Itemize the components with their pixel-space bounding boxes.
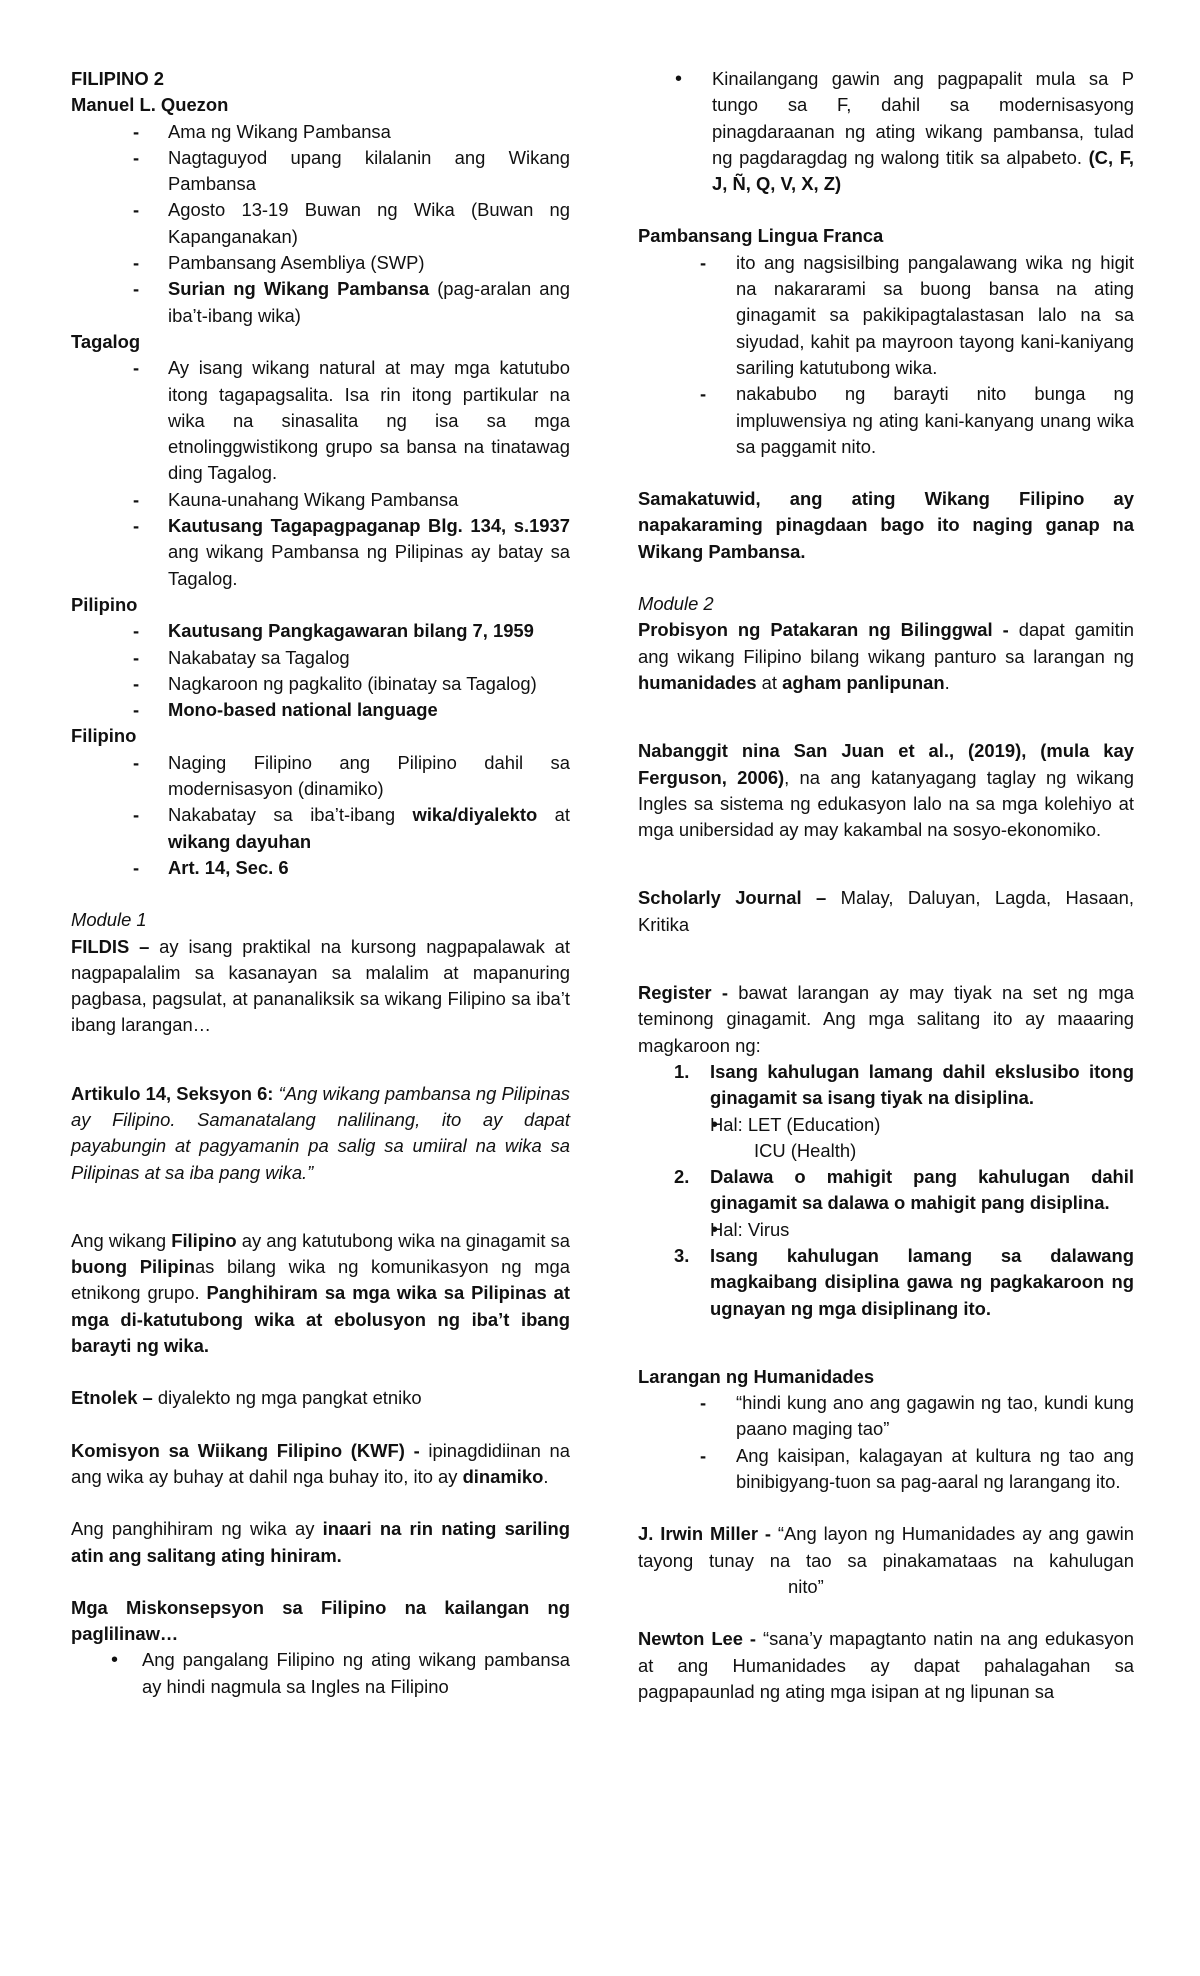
list-item: - Art. 14, Sec. 6 [71, 855, 570, 881]
list-item: 1. Isang kahulugan lamang dahil ekslusibo itong ginagamit sa isang tiyak na disiplina. [674, 1060, 1134, 1109]
list-item: - Pambansang Asembliya (SWP) [71, 250, 570, 276]
list-item: - Ama ng Wikang Pambansa [71, 119, 570, 145]
list-item: • Hal: Virus [674, 1217, 1134, 1243]
samakatuwid-paragraph: Samakatuwid, ang ating Wikang Filipino ay napakaraming pinagdaan bago ito naging ganap na Wikang Pambansa. [638, 488, 1134, 562]
tagalog-list [71, 355, 570, 592]
list-item: - Agosto 13-19 Buwan ng Wika (Buwan ng Kapanganakan) [71, 197, 570, 250]
list-item: • Kinailangang gawin ang pagpapalit mula sa P tungo sa F, dahil sa modernisasyong pinagdaraanan ng ating wikang pambansa, tulad ng pagdaragdag ng walong titik sa alpabeto. (C, F, J, Ñ, Q, V, X, Z) [638, 66, 1134, 197]
continued-list [638, 66, 1134, 197]
list-item: - “hindi kung ano ang gagawin ng tao, kundi kung paano maging tao” [638, 1390, 1134, 1443]
quezon-list [71, 119, 570, 329]
nabanggit-paragraph: Nabanggit nina San Juan et al., (2019), (mula kay Ferguson, 2006), na ang katanyagang taglay ng wikang Ingles sa sistema ng edukasyon lalo na sa mga kolehiyo at mga unibersidad ay may kakambal na sosyo-ekonomiko. [638, 740, 1134, 841]
hiram-paragraph: Ang panghihiram ng wika ay inaari na rin nating sariling atin ang salitang ating hiniram. [71, 1518, 570, 1566]
humanidades-list [638, 1390, 1134, 1495]
list-item: - ito ang nagsisilbing pangalawang wika ng higit na nakararami sa buong bansa na ating ginagamit sa pakikipagtalastasan lalo na sa siyudad, kahit pa mayroon tayong kani-kaniyang sariling katutubong wika. [638, 250, 1134, 381]
register-paragraph: Register - bawat larangan ay may tiyak na set ng mga teminong ginagamit. Ang mga salitang ito ay maaaring magkaroon ng: [638, 982, 1135, 1056]
list-item: - Nakabatay sa iba’t-ibang wika/diyalekto at wikang dayuhan [71, 802, 570, 855]
scholarly-paragraph: Scholarly Journal – Malay, Daluyan, Lagda, Hasaan, Kritika [638, 887, 1134, 935]
miskonsepsyon-heading: Mga Miskonsepsyon sa Filipino na kailangan ng paglilinaw… [71, 1596, 570, 1645]
list-item: - Nagtaguyod upang kilalanin ang Wikang Pambansa [71, 145, 570, 198]
module1-label: Module 1 [71, 909, 147, 931]
list-item: - Kautusang Pangkagawaran bilang 7, 1959 [71, 618, 570, 644]
list-item: - Kautusang Tagapagpaganap Blg. 134, s.1937 ang wikang Pambansa ng Pilipinas ay batay sa Tagalog. [71, 513, 570, 592]
list-item: - Naging Filipino ang Pilipino dahil sa modernisasyon (dinamiko) [71, 750, 570, 803]
list-item: - Nagkaroon ng pagkalito (ibinatay sa Tagalog) [71, 671, 570, 697]
list-item: - Ang kaisipan, kalagayan at kultura ng tao ang binibigyang-tuon sa pag-aaral ng larangang ito. [638, 1443, 1134, 1496]
document-title: FILIPINO 2 [71, 68, 164, 89]
list-item: - nakabubo ng barayti nito bunga ng impluwensiya ng ating kani-kanyang unang wika sa paggamit nito. [638, 381, 1134, 460]
filipino-list [71, 750, 570, 881]
right-column [638, 66, 1134, 1705]
left-column [71, 66, 570, 1700]
list-item: 3. Isang kahulugan lamang sa dalawang magkaibang disiplina gawa ng pagkakaroon ng ugnayan ng mga disiplinang ito. [674, 1244, 1134, 1319]
wika-paragraph: Ang wikang Filipino ay ang katutubong wika na ginagamit sa buong Pilipinas bilang wika ng komunikasyon ng mga etnikong grupo. Panghihiram sa mga wika sa Pilipinas at mga di-katutubong wika at ebolusyon ng iba’t ibang barayti ng wika. [71, 1229, 570, 1357]
register-list [674, 1059, 1134, 1322]
list-item: • Ang pangalang Filipino ng ating wikang pambansa ay hindi nagmula sa Ingles na Filipino [71, 1647, 570, 1700]
lingua-franca-heading: Pambansang Lingua Franca [638, 225, 884, 247]
probisyon-paragraph: Probisyon ng Patakaran ng Bilinggwal - dapat gamitin ang wikang Filipino bilang wikang panturo sa larangan ng humanidades at agham panlipunan. [638, 619, 1135, 693]
list-item: - Mono-based national language [71, 697, 570, 723]
module2-label: Module 2 [638, 593, 714, 615]
artikulo-paragraph: Artikulo 14, Seksyon 6: “Ang wikang pambansa ng Pilipinas ay Filipino. Samanatalang nalilinang, ito ay dapat payabungin at pagyamanin pa salig sa umiiral na wika sa Pilipinas at sa iba pang wika.” [71, 1082, 571, 1183]
etnolek-paragraph: Etnolek – diyalekto ng mga pangkat etniko [71, 1387, 422, 1409]
humanidades-heading: Larangan ng Humanidades [638, 1365, 875, 1387]
example-line: ICU (Health) [754, 1139, 857, 1161]
filipino-heading: Filipino [71, 725, 137, 747]
pilipino-list [71, 618, 570, 723]
miskonsepsyon-list [71, 1647, 570, 1700]
quezon-heading: Manuel L. Quezon [71, 94, 229, 116]
kwf-paragraph: Komisyon sa Wiikang Filipino (KWF) - ipinagdidiinan na ang wika ay buhay at dahil nga buhay ito, ito ay dinamiko. [71, 1439, 570, 1487]
newton-paragraph: Newton Lee - “sana’y mapagtanto natin na ang edukasyon at ang Humanidades ay dapat pahalagahan sa pagpapaunlad ng ating mga isipan at ng lipunan sa [638, 1628, 1134, 1702]
miller-paragraph: J. Irwin Miller - “Ang layon ng Humanidades ay ang gawin tayong tunay na tao sa pinakamataas na kahulugannito” [638, 1523, 1134, 1597]
tagalog-heading: Tagalog [71, 330, 141, 352]
list-item: - Kauna-unahang Wikang Pambansa [71, 487, 570, 513]
fildis-paragraph: FILDIS – ay isang praktikal na kursong nagpapalawak at nagpapalalim sa kasanayan sa malalim at mapanuring pagbasa, pagsulat, at pananaliksik sa wikang Filipino sa iba’t ibang larangan… [71, 935, 570, 1036]
list-item: - Ay isang wikang natural at may mga katutubo itong tagapagsalita. Isa rin itong partikular na wika na sinasalita ng isa sa mga etnolinggwistikong grupo sa bansa na tinatawag ding Tagalog. [71, 355, 570, 486]
list-item: - Surian ng Wikang Pambansa (pag-aralan ang iba’t-ibang wika) [71, 276, 570, 329]
list-item: 2. Dalawa o mahigit pang kahulugan dahil ginagamit sa dalawa o mahigit pang disiplina. [674, 1166, 1134, 1214]
pilipino-heading: Pilipino [71, 593, 138, 615]
list-item: - Nakabatay sa Tagalog [71, 645, 570, 671]
list-item: • Hal: LET (Education) [674, 1112, 1134, 1138]
lingua-franca-list [638, 250, 1134, 460]
